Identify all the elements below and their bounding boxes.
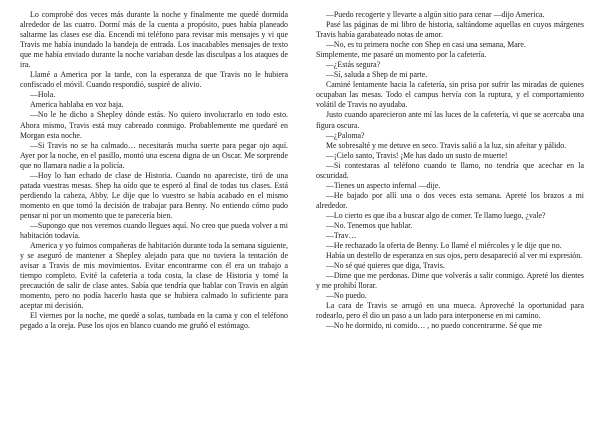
paragraph: —No sé qué quieres que diga, Travis. bbox=[326, 261, 445, 271]
paragraph: —¡Cielo santo, Travis! ¡Me has dado un susto de muerte! bbox=[326, 150, 508, 160]
paragraph: Lo comprobé dos veces más durante la noche y finalmente me quedé dormida alrededor de las cuatro. Dormí más de la cuenta a propósito, pues había planeado saltarme las clases ese día. Encendí mi teléfono para revisar mis mensajes y vi que Travis me había inundado la bandeja de entrada. Los inacabables mensajes de texto que me había enviado durante la noche variaban desde las disculpas a los ataques de ira. bbox=[20, 10, 288, 70]
paragraph: Justo cuando aparecieron ante mí las luces de la cafetería, vi que se acercaba una figura oscura. bbox=[316, 110, 584, 130]
paragraph: —Hoy lo han echado de clase de Historia. Cuando no apareciste, tiró de una patada vuestras mesas. Shep ha oído que te esperó al final de todas tus clases. Está perdiendo la cabeza, Abby. Le dije que lo vuestro se había acabado en el mismo momento en que tomó la decisión de trabajar para Benny. No entiendo cómo pudo pensar ni por un momento que te parecería bien. bbox=[20, 170, 288, 220]
paragraph: —He bajado por allí una o dos veces esta semana. Apreté los brazos a mi alrededor. bbox=[316, 190, 584, 210]
paragraph: Me sobresalté y me detuve en seco. Travis salió a la luz, sin afeitar y pálido. bbox=[326, 140, 567, 150]
paragraph: —Trav… bbox=[326, 231, 357, 241]
paragraph: —Puedo recogerte y llevarte a algún sitio para cenar —dijo America. bbox=[326, 10, 545, 19]
paragraph: —No puedo. bbox=[326, 291, 367, 301]
right-page bbox=[316, 10, 584, 332]
paragraph: El viernes por la noche, me quedé a solas, tumbada en la cama y con el teléfono pegado a la oreja. Puse los ojos en blanco cuando me gruñó el estómago. bbox=[20, 311, 288, 331]
paragraph: Caminé lentamente hacia la cafetería, sin prisa por sufrir las miradas de quienes ocupaban las mesas. Todo el campus hervía con la ruptura, y el comportamiento volátil de Travis no ayudaba. bbox=[316, 80, 584, 110]
paragraph: Llamé a America por la tarde, con la esperanza de que Travis no le hubiera confiscado el móvil. Cuando respondió, suspiré de alivio. bbox=[20, 70, 288, 90]
paragraph: La cara de Travis se arrugó en una mueca. Aproveché la oportunidad para rodearlo, pero él dio un paso a un lado para interponerse en mi camino. bbox=[316, 301, 584, 321]
paragraph: America hablaba en voz baja. bbox=[30, 100, 124, 110]
paragraph: —¿Estás segura? bbox=[326, 60, 381, 70]
paragraph: Simplemente, me pasaré un momento por la cafetería. bbox=[316, 50, 487, 60]
paragraph: Pasé las páginas de mi libro de historia, saltándome aquellas en cuyos márgenes Travis había garabateado notas de amor. bbox=[316, 20, 584, 40]
paragraph: Había un destello de esperanza en sus ojos, pero desapareció al ver mi expresión. bbox=[326, 251, 583, 261]
paragraph: —Sí, saluda a Shep de mi parte. bbox=[326, 70, 428, 80]
left-page bbox=[20, 10, 288, 332]
paragraph: —Hola. bbox=[30, 90, 56, 100]
paragraph: America y yo fuimos compañeras de habitación durante toda la semana siguiente, y se aseguró de mantener a Shepley alejado para que no tuviera la tentación de avisar a Travis de mis movimientos. Evitar encontrarme con él era un trabajo a tiempo completo. Evité la cafetería a toda costa, la clase de Historia y tomé la precaución de salir de clase antes. Sabía que tendría que hablar con Travis en algún momento, pero no podía hacerlo hasta que se hubiera calmado lo suficiente para aceptar mi decisión. bbox=[20, 241, 288, 311]
paragraph: —Si Travis no se ha calmado… necesitarás mucha suerte para pegar ojo aquí. Ayer por la noche, en el pasillo, montó una escena digna de un Oscar. Me sorprende que no llamara nadie a la policía. bbox=[20, 140, 288, 170]
paragraph: —Tienes un aspecto infernal —dije. bbox=[326, 180, 441, 190]
paragraph: —Lo cierto es que iba a buscar algo de comer. Te llamo luego, ¿vale? bbox=[326, 210, 546, 220]
paragraph: —Si contestaras al teléfono cuando te llamo, no tendría que acechar en la oscuridad. bbox=[316, 160, 584, 180]
paragraph: —No le he dicho a Shepley dónde estás. No quiero involucrarlo en todo esto. Ahora mismo, Travis está muy cabreado conmigo. Probablemente me quedaré en Morgan esta noche. bbox=[20, 110, 288, 140]
paragraph: —No. Tenemos que hablar. bbox=[326, 220, 413, 230]
paragraph: —Supongo que nos veremos cuando llegues aquí. No creo que pueda volver a mi habitación todavía. bbox=[20, 220, 288, 241]
paragraph: —¿Paloma? bbox=[326, 130, 365, 140]
paragraph: —No he dormido, ni comido… , no puedo concentrarme. Sé que me bbox=[326, 321, 543, 331]
paragraph: —Dime que me perdonas. Dime que volverás a salir conmigo. Apreté los dientes y me prohibí llorar. bbox=[316, 271, 584, 291]
paragraph: —He rechazado la oferta de Benny. Lo llamé el miércoles y le dije que no. bbox=[326, 241, 562, 251]
paragraph: —No, es tu primera noche con Shep en casi una semana, Mare. bbox=[326, 40, 526, 50]
